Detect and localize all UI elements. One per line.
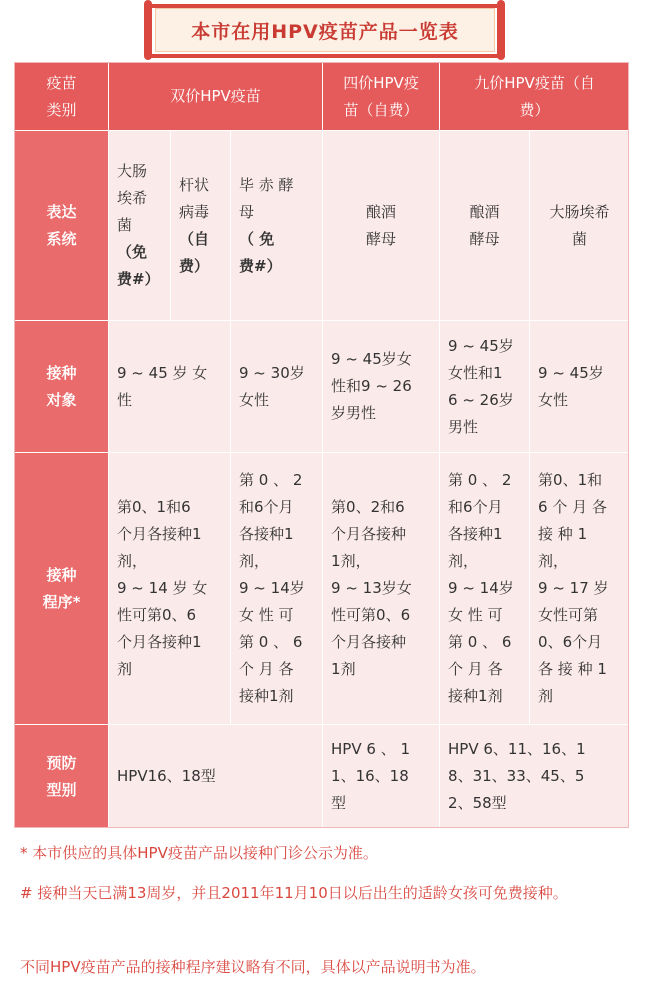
header-quadrivalent: 四价HPV疫 苗（自费） — [323, 63, 440, 131]
cell-target-4: 9 ~ 45岁 女性和1 6 ~ 26岁 男性 — [440, 321, 530, 453]
cell-expression-bivalent-baculovirus: 杆状 病毒 （自 费） — [171, 131, 231, 321]
cell-types-nonavalent: HPV 6、11、16、1 8、31、33、45、5 2、58型 — [440, 725, 630, 829]
row-types — [15, 725, 630, 829]
banner-rod-bottom — [145, 54, 505, 58]
row-schedule — [15, 453, 630, 725]
footnote-supply: * 本市供应的具体HPV疫苗产品以接种门诊公示为准。 — [20, 844, 378, 862]
row-label-schedule: 接种 程序* — [15, 453, 109, 725]
cell-expression-bivalent-ecoli: 大肠 埃希 菌 （免 费#） — [109, 131, 171, 321]
row-target — [15, 321, 630, 453]
banner-end-left — [144, 0, 152, 60]
cell-expression-quadrivalent: 酿酒 酵母 — [323, 131, 440, 321]
cell-target-3: 9 ~ 45岁女 性和9 ~ 26 岁男性 — [323, 321, 440, 453]
cell-target-2: 9 ~ 30岁 女性 — [231, 321, 323, 453]
row-label-types: 预防 型别 — [15, 725, 109, 829]
header-bivalent: 双价HPV疫苗 — [109, 63, 323, 131]
cell-expression-nonavalent-yeast: 酿酒 酵母 — [440, 131, 530, 321]
title-banner — [0, 0, 649, 60]
row-label-expression: 表达 系统 — [15, 131, 109, 321]
cell-expression-bivalent-pichia: 毕 赤 酵 母 （ 免 费#） — [231, 131, 323, 321]
cell-schedule-5: 第0、1和 6 个 月 各 接 种 1 剂， 9 ~ 17 岁 女性可第 0、6个月 各 接 种 1 剂 — [530, 453, 630, 725]
cell-schedule-1: 第0、1和6 个月各接种1 剂， 9 ~ 14 岁 女 性可第0、6 个月各接种1 剂 — [109, 453, 231, 725]
footnote-schedule-difference: 不同HPV疫苗产品的接种程序建议略有不同，具体以产品说明书为准。 — [20, 958, 486, 976]
cell-schedule-3: 第0、2和6 个月各接种 1剂， 9 ~ 13岁女 性可第0、6 个月各接种 1剂 — [323, 453, 440, 725]
row-label-target: 接种 对象 — [15, 321, 109, 453]
cell-schedule-2: 第 0 、 2 和6个月 各接种1 剂， 9 ~ 14岁 女 性 可 第 0 、 6 个 月 各 接种1剂 — [231, 453, 323, 725]
header-category: 疫苗 类别 — [15, 63, 109, 131]
page-title: 本市在用HPV疫苗产品一览表 — [155, 8, 495, 52]
cell-types-bivalent: HPV16、18型 — [109, 725, 323, 829]
cell-target-5: 9 ~ 45岁 女性 — [530, 321, 630, 453]
banner-end-right — [497, 0, 505, 60]
cell-types-quadrivalent: HPV 6 、 1 1、16、18 型 — [323, 725, 440, 829]
header-row — [15, 63, 630, 131]
header-nonavalent: 九价HPV疫苗（自 费） — [440, 63, 630, 131]
cell-expression-nonavalent-ecoli: 大肠埃希 菌 — [530, 131, 630, 321]
footnote-free-eligibility: # 接种当天已满13周岁，并且2011年11月10日以后出生的适龄女孩可免费接种。 — [20, 884, 568, 902]
vaccine-table — [14, 62, 630, 829]
row-expression — [15, 131, 630, 321]
cell-schedule-4: 第 0 、 2 和6个月 各接种1 剂， 9 ~ 14岁 女 性 可 第 0 、 6 个 月 各 接种1剂 — [440, 453, 530, 725]
cell-target-1: 9 ~ 45 岁 女 性 — [109, 321, 231, 453]
